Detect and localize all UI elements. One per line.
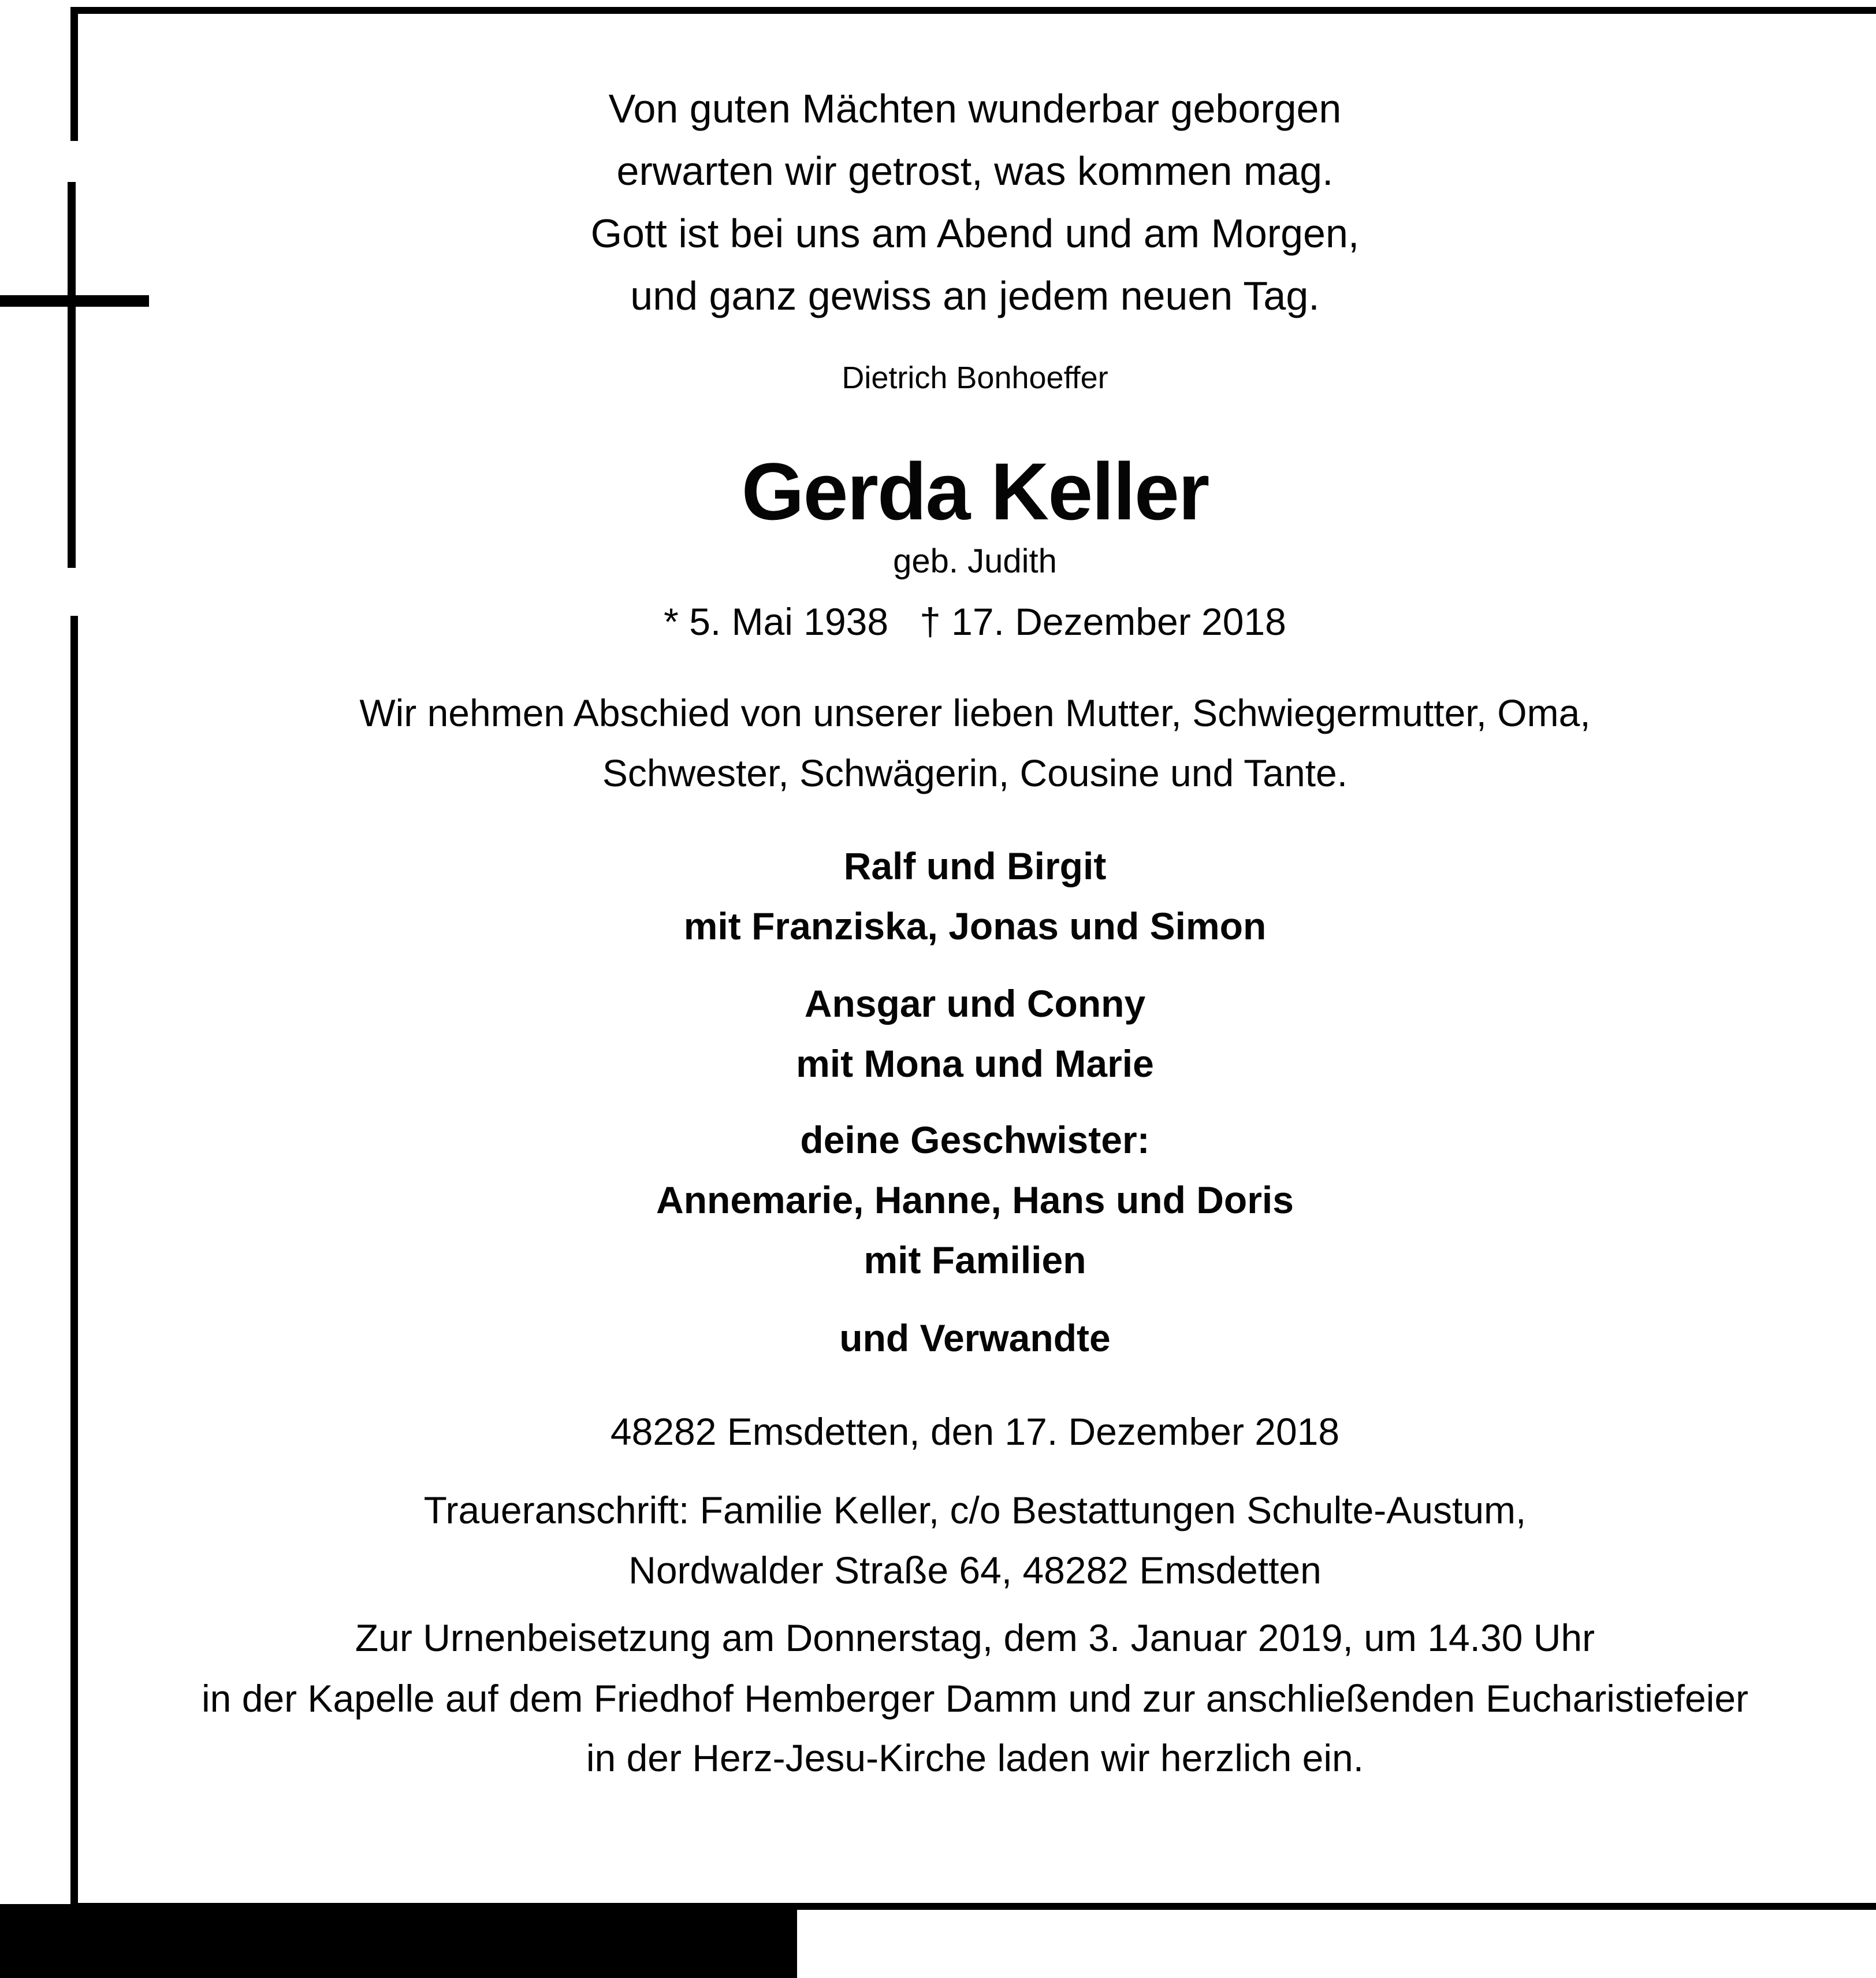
mourner-line: mit Franziska, Jonas und Simon <box>683 905 1267 947</box>
condolence-address-line: Nordwalder Straße 64, 48282 Emsdetten <box>628 1549 1322 1592</box>
mourner-line: mit Familien <box>863 1239 1086 1281</box>
mourner-line: Annemarie, Hanne, Hans und Doris <box>656 1178 1294 1221</box>
farewell-line: Schwester, Schwägerin, Cousine und Tante. <box>602 752 1348 794</box>
mourner-line: mit Mona und Marie <box>796 1042 1154 1085</box>
life-dates <box>74 600 1876 643</box>
ceremony-line: Zur Urnenbeisetzung am Donnerstag, dem 3. Januar 2019, um 14.30 Uhr <box>355 1616 1595 1659</box>
maiden-name: geb. Judith <box>893 542 1057 580</box>
quote-line: Von guten Mächten wunderbar geborgen <box>608 86 1342 131</box>
quote-line: Gott ist bei uns am Abend und am Morgen, <box>590 211 1360 256</box>
condolence-address-line: Traueranschrift: Familie Keller, c/o Bestattungen Schulte-Austum, <box>423 1489 1527 1531</box>
farewell-line: Wir nehmen Abschied von unserer lieben Mutter, Schwiegermutter, Oma, <box>359 691 1591 734</box>
mourner-line: und Verwandte <box>839 1317 1111 1359</box>
quote-line: und ganz gewiss an jedem neuen Tag. <box>630 273 1320 318</box>
place-date-line: 48282 Emsdetten, den 17. Dezember 2018 <box>610 1410 1340 1453</box>
quote-line: erwarten wir getrost, was kommen mag. <box>616 148 1334 194</box>
ceremony-line: in der Kapelle auf dem Friedhof Hemberger Damm und zur anschließenden Eucharistiefeier <box>201 1677 1749 1720</box>
deceased-name: Gerda Keller <box>741 446 1209 537</box>
mourner-line: deine Geschwister: <box>800 1118 1150 1161</box>
notice-content <box>74 0 1876 1777</box>
ceremony-line: in der Herz-Jesu-Kirche laden wir herzlich ein. <box>586 1737 1364 1779</box>
death-date: † 17. Dezember 2018 <box>920 600 1286 643</box>
bottom-scan-bar <box>0 1904 797 1978</box>
quote-attribution: Dietrich Bonhoeffer <box>842 360 1108 395</box>
mourner-line: Ralf und Birgit <box>843 845 1107 887</box>
birth-date: * 5. Mai 1938 <box>664 600 889 643</box>
mourner-line: Ansgar und Conny <box>804 982 1146 1025</box>
